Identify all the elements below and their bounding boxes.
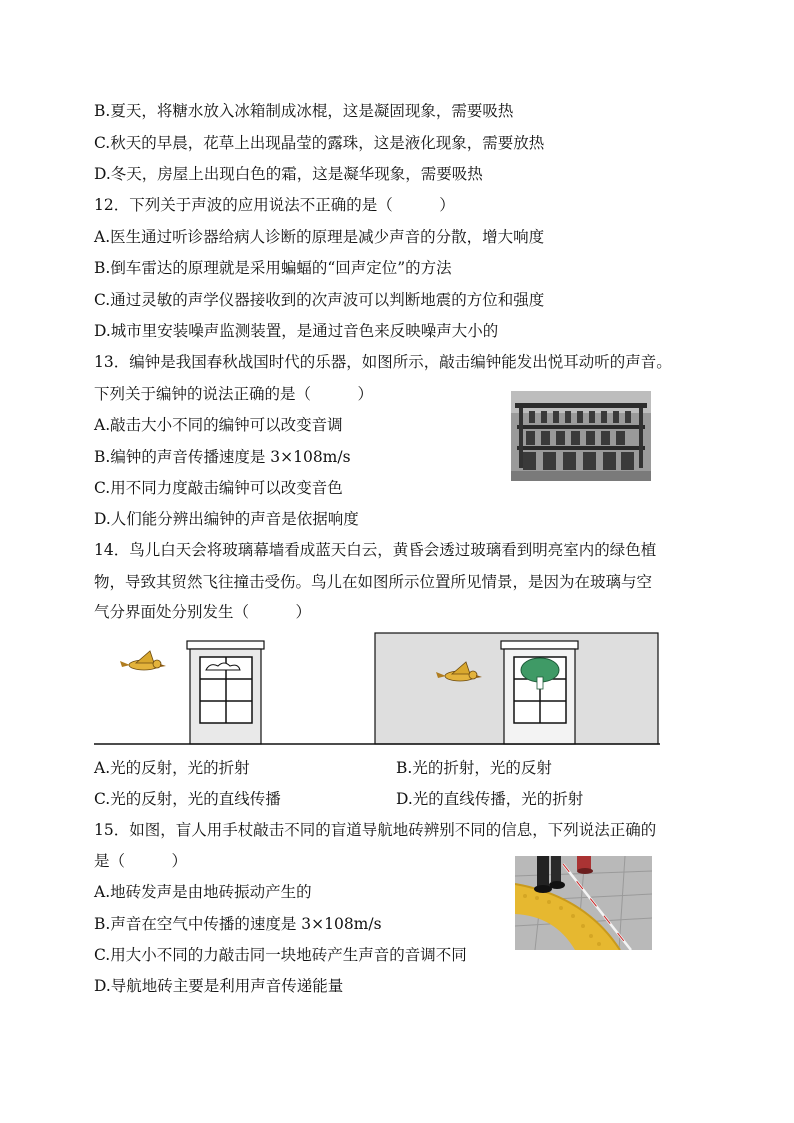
q14-option-c: C.光的反射，光的直线传播 xyxy=(94,790,281,808)
q12-option-c: C.通过灵敏的声学仪器接收到的次声波可以判断地震的方位和强度 xyxy=(94,291,545,309)
q12-option-d: D.城市里安装噪声监测装置，是通过音色来反映噪声大小的 xyxy=(94,322,499,340)
q15-option-d: D.导航地砖主要是利用声音传递能量 xyxy=(94,977,344,995)
q14-stem-line1: 14．鸟儿白天会将玻璃幕墙看成蓝天白云，黄昏会透过玻璃看到明亮室内的绿色植 xyxy=(94,541,657,559)
q14-option-a: A.光的反射，光的折射 xyxy=(94,759,250,777)
bird-window-diagram xyxy=(94,632,660,748)
tactile-paving-photo xyxy=(515,856,652,950)
q11-option-b: B.夏天，将糖水放入冰箱制成冰棍，这是凝固现象，需要吸热 xyxy=(94,102,514,120)
q15-stem-line2: 是（ ） xyxy=(94,852,188,870)
q13-option-d: D.人们能分辨出编钟的声音是依据响度 xyxy=(94,510,359,528)
bianzhong-photo xyxy=(511,391,651,481)
q14-option-d: D.光的直线传播，光的折射 xyxy=(396,790,584,808)
q12-option-a: A.医生通过听诊器给病人诊断的原理是减少声音的分散，增大响度 xyxy=(94,228,545,246)
q13-option-c: C.用不同力度敲击编钟可以改变音色 xyxy=(94,479,343,497)
q13-option-a: A.敲击大小不同的编钟可以改变音调 xyxy=(94,416,343,434)
q13-stem-line2: 下列关于编钟的说法正确的是（ ） xyxy=(94,385,374,403)
q11-option-c: C.秋天的早晨，花草上出现晶莹的露珠，这是液化现象，需要放热 xyxy=(94,134,545,152)
q15-option-a: A.地砖发声是由地砖振动产生的 xyxy=(94,883,312,901)
q15-option-c: C.用大小不同的力敲击同一块地砖产生声音的音调不同 xyxy=(94,946,467,964)
q14-stem-line2: 物，导致其贸然飞往撞击受伤。鸟儿在如图所示位置所见情景，是因为在玻璃与空 xyxy=(94,573,653,591)
q12-stem: 12．下列关于声波的应用说法不正确的是（ ） xyxy=(94,196,455,214)
dusk-window xyxy=(501,641,578,744)
q15-option-b: B.声音在空气中传播的速度是 3×108m/s xyxy=(94,915,382,933)
q11-option-d: D.冬天，房屋上出现白色的霜，这是凝华现象，需要吸热 xyxy=(94,165,483,183)
q14-stem-line3: 气分界面处分别发生（ ） xyxy=(94,603,312,621)
bird-left-icon xyxy=(120,651,166,670)
q14-option-b: B.光的折射，光的反射 xyxy=(396,759,552,777)
q15-stem-line1: 15．如图，盲人用手杖敲击不同的盲道导航地砖辨别不同的信息，下列说法正确的 xyxy=(94,821,657,839)
q12-option-b: B.倒车雷达的原理就是采用蝙蝠的“回声定位”的方法 xyxy=(94,259,452,277)
q13-option-b: B.编钟的声音传播速度是 3×108m/s xyxy=(94,448,351,466)
daytime-window xyxy=(187,641,264,744)
q13-stem-line1: 13．编钟是我国春秋战国时代的乐器，如图所示，敲击编钟能发出悦耳动听的声音。 xyxy=(94,353,672,371)
